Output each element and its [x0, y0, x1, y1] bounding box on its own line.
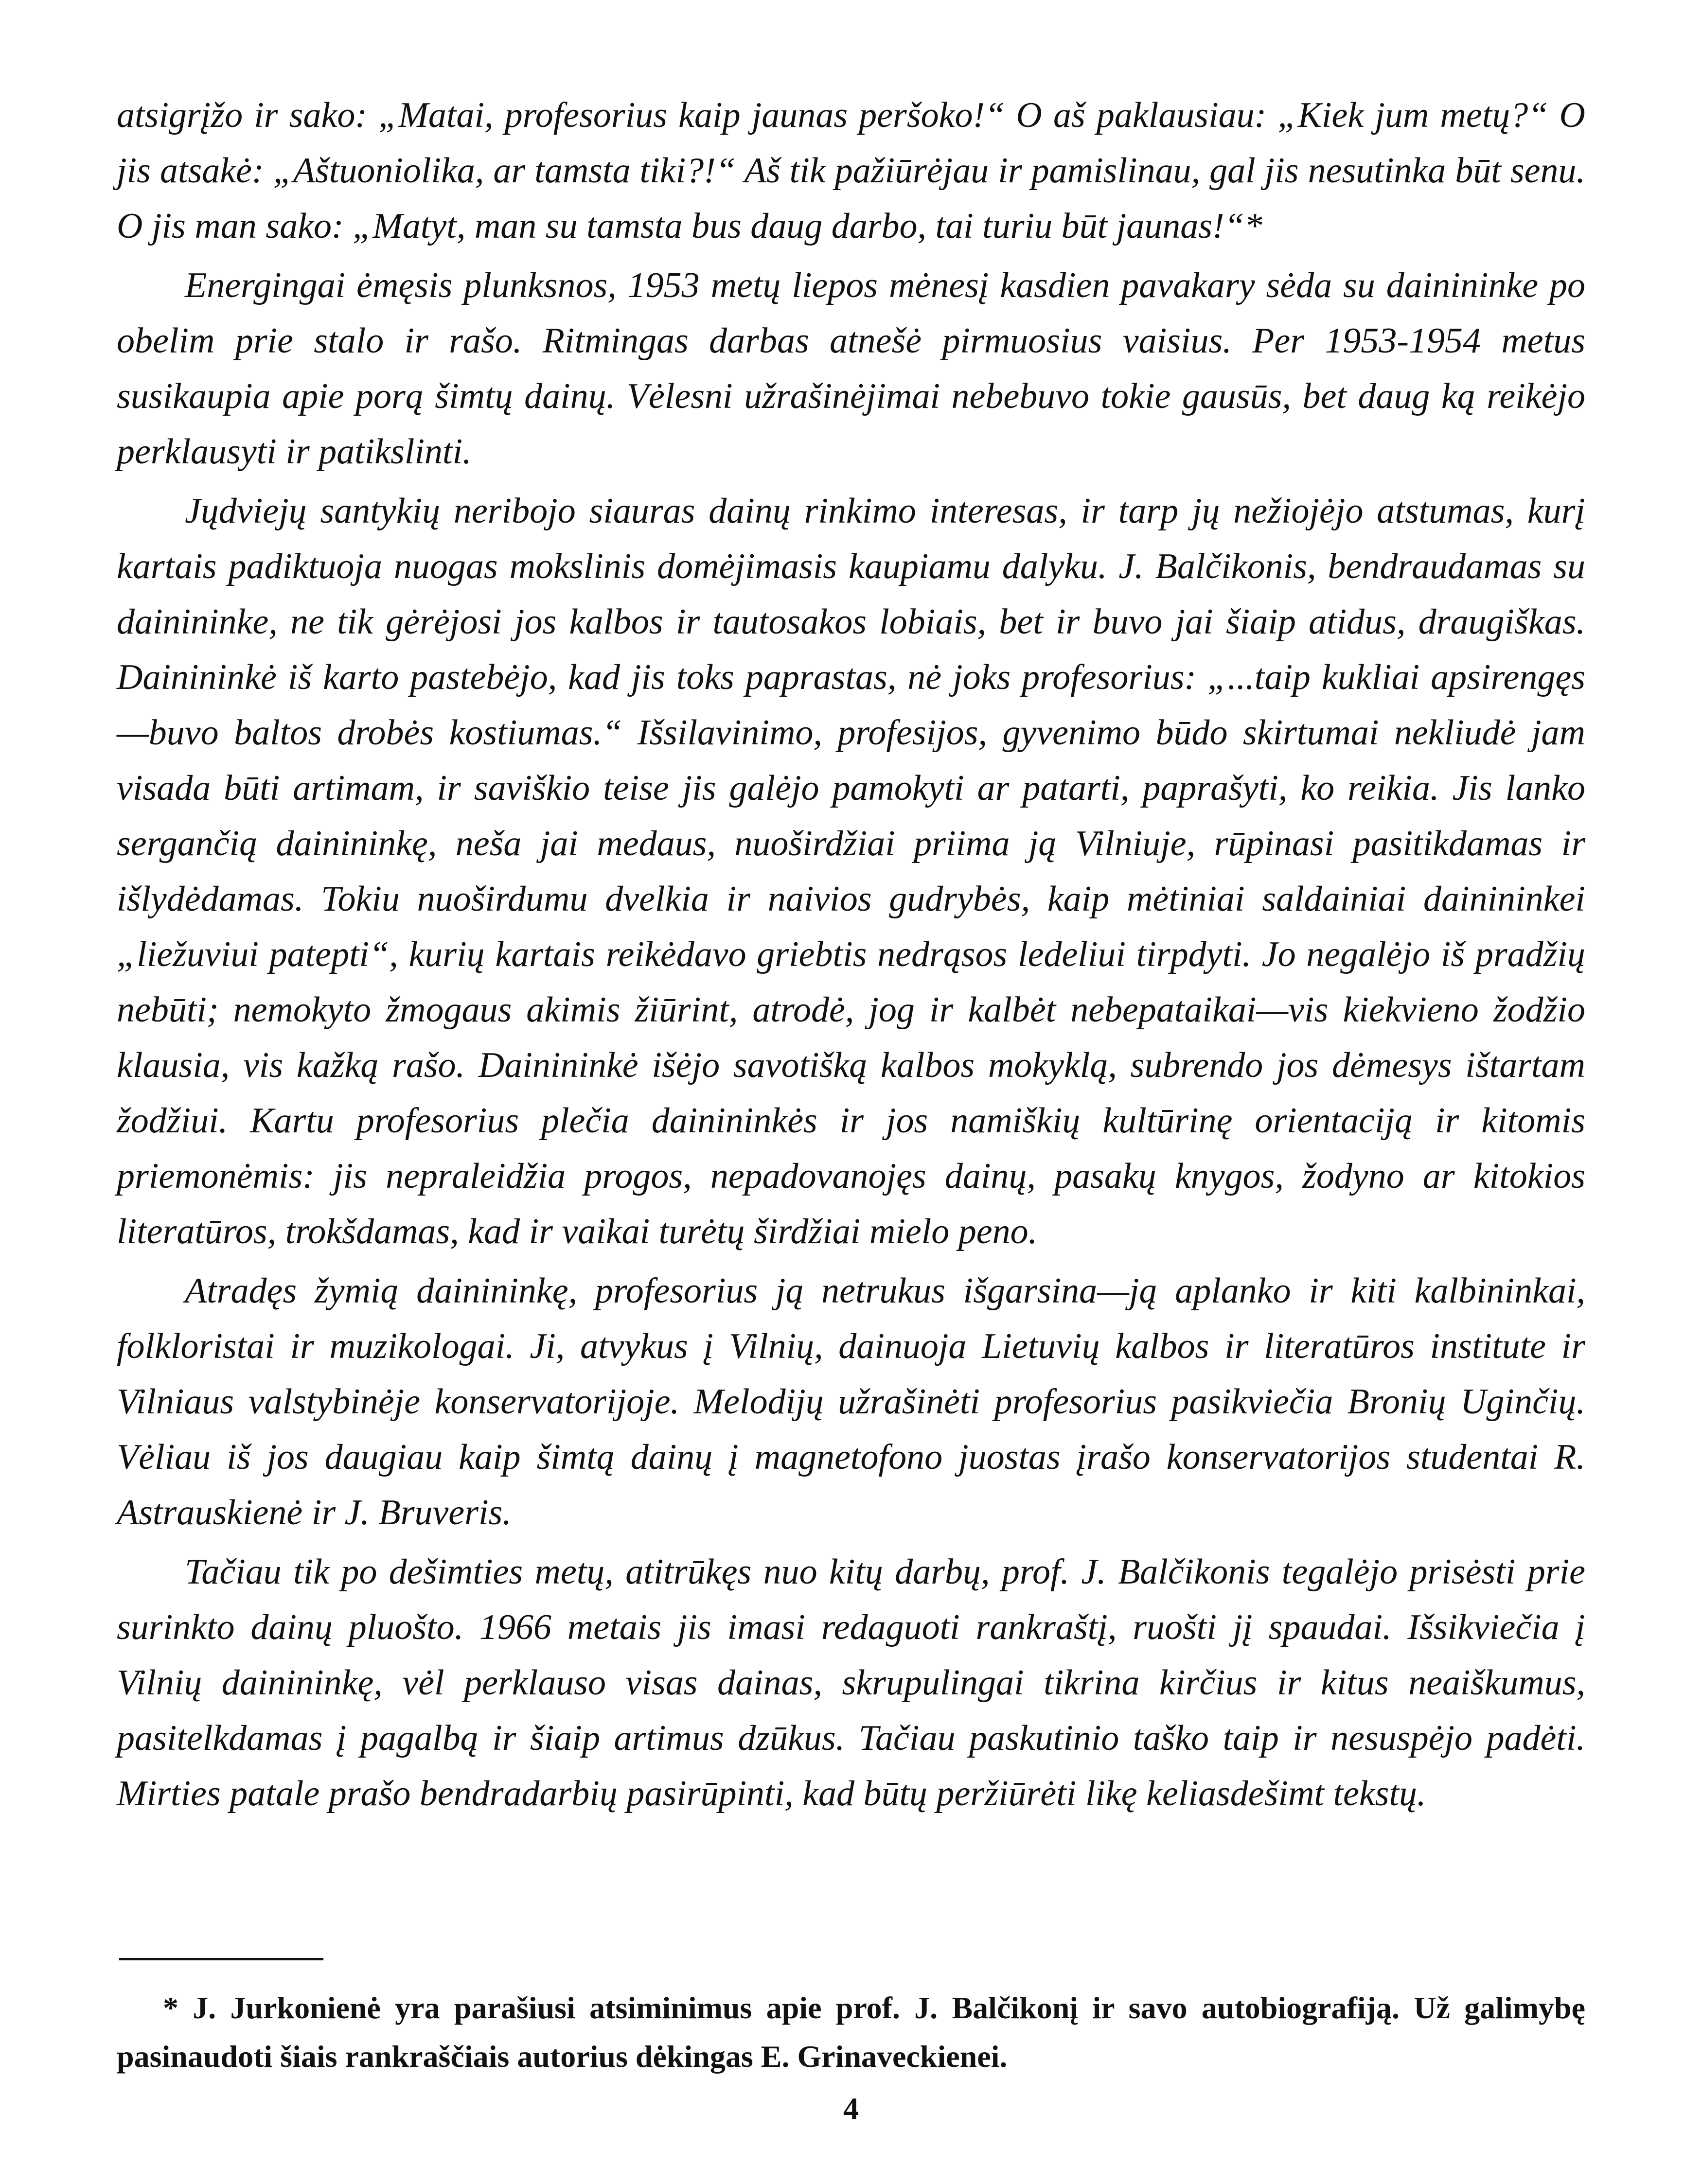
footnote: * J. Jurkonienė yra parašiusi atsiminimus apie prof. J. Balčikonį ir savo autobiografiją. Už galimybę pasinaudoti šiais rankraščiais autorius dėkingas E. Grinaveckienei.: [117, 1990, 1585, 2074]
paragraph-3: Jųdviejų santykių neribojo siauras dainų rinkimo interesas, ir tarp jų nežiojėjo atstumas, kurį kartais padiktuoja nuogas mokslinis domėjimasis kaupiamu dalyku. J. Balčikonis, bendraudamas su dainininke, ne tik gėrėjosi jos kalbos ir tautosakos lobiais, bet ir buvo jai šiaip atidus, draugiškas. Dainininkė iš karto pastebėjo, kad jis toks paprastas, nė joks profesorius: „...taip kukliai apsirengęs—buvo baltos drobės kostiumas.“ Išsilavinimo, profesijos, gyvenimo būdo skirtumai nekliudė jam visada būti artimam, ir saviškio teise jis galėjo pamokyti ar patarti, paprašyti, ko reikia. Jis lanko sergančią dainininkę, neša jai medaus, nuoširdžiai priima ją Vilniuje, rūpinasi pasitikdamas ir išlydėdamas. Tokiu nuoširdumu dvelkia ir naivios gudrybės, kaip mėtiniai saldainiai dainininkei „liežuviui patepti“, kurių kartais reikėdavo griebtis nedrąsos ledeliui tirpdyti. Jo negalėjo iš pradžių nebūti; nemokyto žmogaus akimis žiūrint, atrodė, jog ir kalbėt nebepataikai—vis kiekvieno žodžio klausia, vis kažką rašo. Dainininkė išėjo savotišką kalbos mokyklą, subrendo jos dėmesys ištartam žodžiui. Kartu profesorius plečia dainininkės ir jos namiškių kultūrinę orientaciją ir kitomis priemonėmis: jis nepraleidžia progos, nepadovanojęs dainų, pasakų knygos, žodyno ar kitokios literatūros, trokšdamas, kad ir vaikai turėtų širdžiai mielo peno.: [117, 491, 1585, 1251]
main-text: [117, 88, 1585, 1821]
page-body: [117, 88, 1585, 1821]
paragraph-1: atsigrįžo ir sako: „Matai, profesorius kaip jaunas peršoko!“ O aš paklausiau: „Kiek jum metų?“ O jis atsakė: „Aštuoniolika, ar tamsta tiki?!“ Aš tik pažiūrėjau ir pamislinau, gal jis nesutinka būt senu. O jis man sako: „Matyt, man su tamsta bus daug darbo, tai turiu būt jaunas!“*: [117, 95, 1585, 246]
page-number: 4: [843, 2091, 859, 2126]
paragraph-4: Atradęs žymią dainininkę, profesorius ją netrukus išgarsina—ją aplanko ir kiti kalbininkai, folkloristai ir muzikologai. Ji, atvykus į Vilnių, dainuoja Lietuvių kalbos ir literatūros institute ir Vilniaus valstybinėje konservatorijoje. Melodijų užrašinėti profesorius pasikviečia Bronių Uginčių. Vėliau iš jos daugiau kaip šimtą dainų į magnetofono juostas įrašo konservatorijos studentai R. Astrauskienė ir J. Bruveris.: [117, 1271, 1585, 1532]
paragraph-2: Energingai ėmęsis plunksnos, 1953 metų liepos mėnesį kasdien pavakary sėda su dainininke po obelim prie stalo ir rašo. Ritmingas darbas atnešė pirmuosius vaisius. Per 1953-1954 metus susikaupia apie porą šimtų dainų. Vėlesni užrašinėjimai nebebuvo tokie gausūs, bet daug ką reikėjo perklausyti ir patikslinti.: [117, 265, 1585, 472]
paragraph-5: Tačiau tik po dešimties metų, atitrūkęs nuo kitų darbų, prof. J. Balčikonis tegalėjo prisėsti prie surinkto dainų pluošto. 1966 metais jis imasi redaguoti rankraštį, ruošti jį spaudai. Išsikviečia į Vilnių dainininkę, vėl perklauso visas dainas, skrupulingai tikrina kirčius ir kitus neaiškumus, pasitelkdamas į pagalbą ir šiaip artimus dzūkus. Tačiau paskutinio taško taip ir nesuspėjo padėti. Mirties patale prašo bendradarbių pasirūpinti, kad būtų peržiūrėti likę keliasdešimt tekstų.: [117, 1552, 1585, 1814]
footnote-divider: [119, 1958, 323, 1960]
